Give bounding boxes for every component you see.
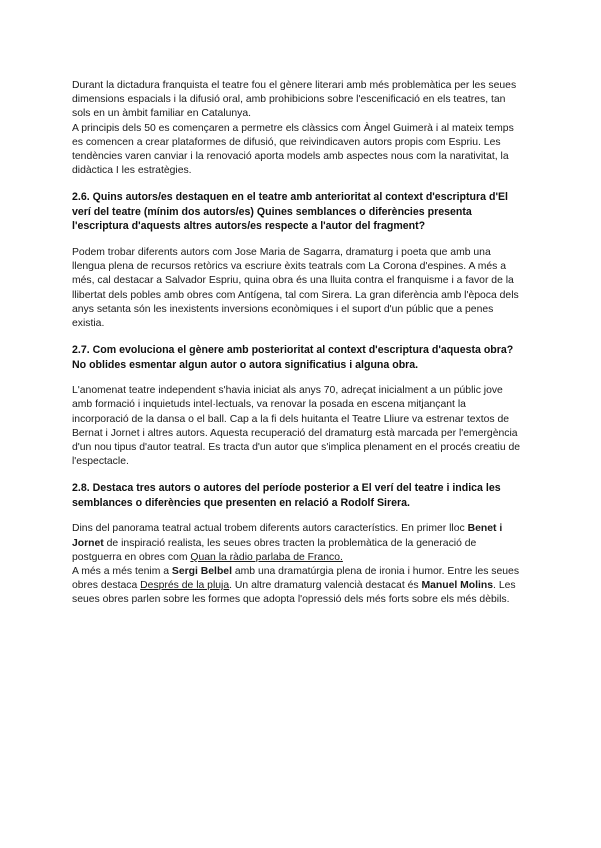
answer-2-6-paragraph: Podem trobar diferents autors com Jose Maria de Sagarra, dramaturg i poeta que amb una llengua plena de recursos retòrics va escriure èxits teatrals com La Corona d'espines. A més a més, cal destacar a Salvador Espriu, quina obra és una lluita contra el franquisme i a favor de la llibertat dels pobles amb obres com Antígena, tal com Sirera. La gran diferència amb l'època dels anys setanta són les inexistents inversions econòmiques i el suport d'un públic que a penes existia. [72,246,519,329]
author-manuel-molins: Manuel Molins [421,580,494,592]
text-run: Dins del panorama teatral actual trobem diferents autors característics. En primer lloc [72,523,468,535]
question-2-8-heading: 2.8. Destaca tres autors o autores del període posterior a El verí del teatre i indica les semblances o diferències que presenten en relació a Rodolf Sirera. [72,482,501,509]
answer-2-8-paragraph-2 [72,565,522,608]
text-run: de inspiració realista, les seues obres tracten la problemàtica de la generació de postguerra en obres com [72,537,477,563]
author-sergi-belbel: Sergi Belbel [171,565,232,577]
text-run: A més a més tenim a [72,565,172,577]
work-title-quan-la-radio: Quan la ràdio parlaba de Franco. [190,551,343,563]
paragraph-dictadura: Durant la dictadura franquista el teatre fou el gènere literari amb més problemàtica per les seues dimensions espacials i la difusió oral, amb prohibicions sobre l'escenificació en els teatres, tan sols en un àmbit familiar en Catalunya. [72,80,517,120]
answer-2-7-paragraph: L'anomenat teatre independent s'havia iniciat als anys 70, adreçat inicialment a un públic jove amb formació i inquietuds intel·lectuals, va renovar la posada en escena mitjançant la incorporació de la dansa o el ball. Cap a la fi dels huitanta el Teatre Lliure va estrenar textos de Bernat i Jornet i altres autors. Aquesta recuperació del dramaturg està marcada per l'emergència d'un nou tipus d'autor teatral. Es tracta d'un autor que s'implica plenament en el procés creatiu de l'espectacle. [72,385,521,468]
document-page [72,79,522,608]
work-title-despres-de-la-pluja: Després de la pluja [140,580,230,592]
author-benet-i-jornet: Benet i Jornet [72,523,503,549]
paragraph-anys-50: A principis dels 50 es començaren a permetre els clàssics com Àngel Guimerà i al mateix temps es comencen a crear plataformes de difusió, que reivindicaven autors propis com Espriu. Les tendències varen canviar i la renovació aporta models amb aspectes nous com la narativitat, la didàctica I les estratègies. [72,122,514,177]
text-run: amb una dramatúrgia plena de ironia i humor. Entre les seues obres destaca [72,565,520,592]
question-2-6-heading: 2.6. Quins autors/es destaquen en el teatre amb anterioritat al context d'escriptura d'El verí del teatre (mínim dos autors/es) Quines semblances o diferències presenta l'escriptura d'aquests altres autors/es respecte a l'autor del fragment? [72,191,508,233]
text-run: . Un altre dramaturg valencià destacat és [229,580,422,592]
text-run: . Les seues obres parlen sobre les formes que adopta l'opressió dels més forts sobre els més dèbils. [72,580,516,606]
question-2-7-heading: 2.7. Com evoluciona el gènere amb posterioritat al context d'escriptura d'aquesta obra? No oblides esmentar algun autor o autora significatius i alguna obra. [72,344,514,371]
answer-2-8-paragraph-1 [72,522,522,565]
